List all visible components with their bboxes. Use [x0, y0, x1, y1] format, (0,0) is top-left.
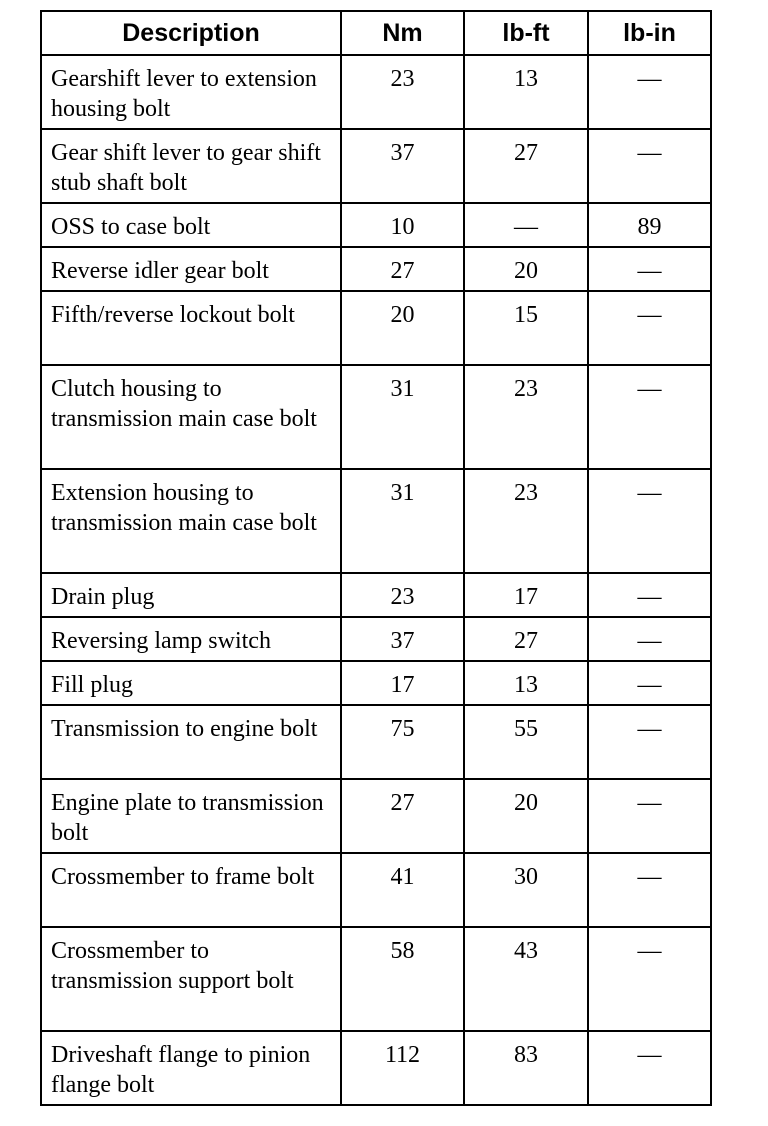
cell-nm: 58 [341, 927, 464, 1031]
cell-lb-ft: 17 [464, 573, 588, 617]
cell-nm: 75 [341, 705, 464, 779]
cell-nm: 27 [341, 247, 464, 291]
cell-description: Transmission to engine bolt [41, 705, 341, 779]
cell-lb-ft: 23 [464, 469, 588, 573]
cell-nm: 41 [341, 853, 464, 927]
table-row [41, 779, 711, 853]
cell-lb-ft: 20 [464, 779, 588, 853]
cell-nm: 112 [341, 1031, 464, 1105]
cell-lb-ft: 27 [464, 129, 588, 203]
table-row [41, 291, 711, 365]
table-row [41, 705, 711, 779]
table-row [41, 661, 711, 705]
table-row [41, 469, 711, 573]
table-row [41, 203, 711, 247]
cell-nm: 17 [341, 661, 464, 705]
table-row [41, 55, 711, 129]
cell-description: OSS to case bolt [41, 203, 341, 247]
cell-lb-in: — [588, 247, 711, 291]
cell-lb-in: — [588, 55, 711, 129]
table-header [41, 11, 711, 55]
cell-lb-in: — [588, 927, 711, 1031]
header-lb-in: lb-in [588, 11, 711, 55]
table-body [41, 55, 711, 1105]
cell-lb-in: — [588, 291, 711, 365]
cell-lb-in: 89 [588, 203, 711, 247]
cell-description: Crossmember to frame bolt [41, 853, 341, 927]
cell-description: Gear shift lever to gear shift stub shaft bolt [41, 129, 341, 203]
cell-lb-in: — [588, 129, 711, 203]
cell-lb-in: — [588, 573, 711, 617]
cell-lb-ft: 20 [464, 247, 588, 291]
cell-lb-ft: 13 [464, 55, 588, 129]
table-row [41, 853, 711, 927]
cell-lb-ft: 55 [464, 705, 588, 779]
cell-description: Drain plug [41, 573, 341, 617]
table-row [41, 129, 711, 203]
cell-lb-in: — [588, 705, 711, 779]
cell-description: Clutch housing to transmission main case bolt [41, 365, 341, 469]
cell-lb-in: — [588, 661, 711, 705]
cell-lb-ft: 15 [464, 291, 588, 365]
cell-description: Gearshift lever to extension housing bolt [41, 55, 341, 129]
cell-nm: 31 [341, 365, 464, 469]
cell-nm: 20 [341, 291, 464, 365]
table-row [41, 617, 711, 661]
header-lb-ft: lb-ft [464, 11, 588, 55]
table-row [41, 927, 711, 1031]
cell-lb-ft: 30 [464, 853, 588, 927]
cell-lb-in: — [588, 779, 711, 853]
cell-lb-in: — [588, 469, 711, 573]
table-row [41, 365, 711, 469]
cell-description: Reverse idler gear bolt [41, 247, 341, 291]
cell-nm: 27 [341, 779, 464, 853]
table-row [41, 247, 711, 291]
cell-description: Extension housing to transmission main case bolt [41, 469, 341, 573]
torque-spec-table [40, 10, 712, 1106]
cell-lb-ft: 27 [464, 617, 588, 661]
header-row [41, 11, 711, 55]
cell-description: Fifth/reverse lockout bolt [41, 291, 341, 365]
header-description: Description [41, 11, 341, 55]
cell-nm: 10 [341, 203, 464, 247]
cell-lb-in: — [588, 1031, 711, 1105]
cell-lb-ft: — [464, 203, 588, 247]
cell-nm: 23 [341, 55, 464, 129]
cell-nm: 37 [341, 617, 464, 661]
cell-nm: 23 [341, 573, 464, 617]
table-row [41, 573, 711, 617]
cell-description: Reversing lamp switch [41, 617, 341, 661]
cell-nm: 37 [341, 129, 464, 203]
cell-description: Engine plate to transmission bolt [41, 779, 341, 853]
cell-lb-ft: 23 [464, 365, 588, 469]
cell-lb-ft: 43 [464, 927, 588, 1031]
cell-description: Fill plug [41, 661, 341, 705]
cell-description: Driveshaft flange to pinion flange bolt [41, 1031, 341, 1105]
header-nm: Nm [341, 11, 464, 55]
cell-lb-in: — [588, 617, 711, 661]
cell-description: Crossmember to transmission support bolt [41, 927, 341, 1031]
table-row [41, 1031, 711, 1105]
cell-lb-in: — [588, 365, 711, 469]
cell-lb-in: — [588, 853, 711, 927]
cell-lb-ft: 13 [464, 661, 588, 705]
cell-lb-ft: 83 [464, 1031, 588, 1105]
cell-nm: 31 [341, 469, 464, 573]
